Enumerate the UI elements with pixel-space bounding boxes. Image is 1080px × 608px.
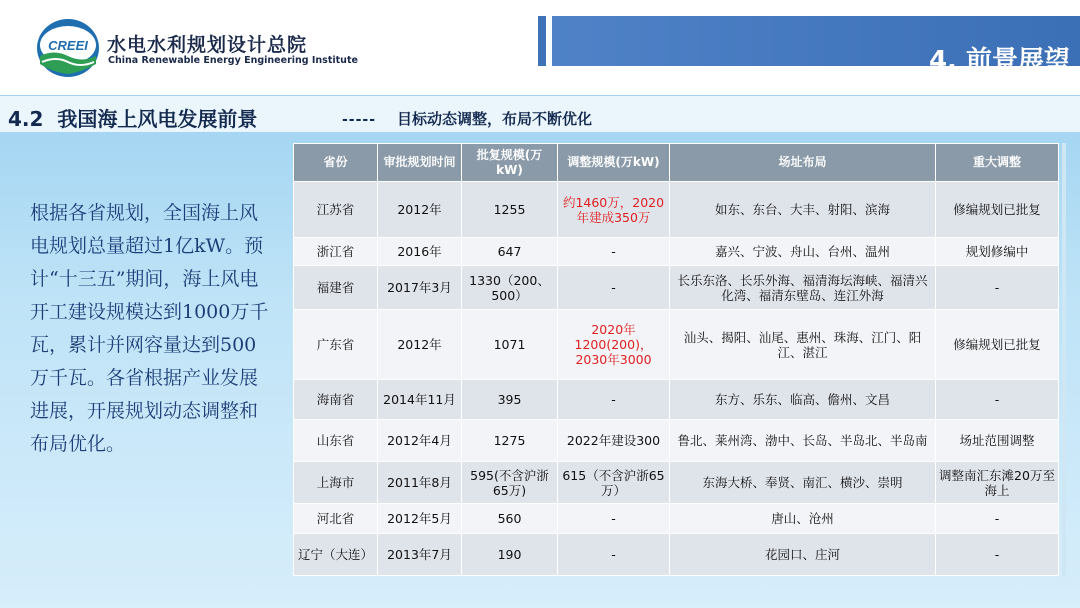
cell-time: 2013年7月 [378, 534, 462, 576]
section-bar-accent [538, 16, 546, 66]
cell-adjusted: 2022年建设300 [558, 420, 670, 462]
province-plan-table [293, 143, 1059, 576]
cell-province: 上海市 [294, 462, 378, 504]
header-adjusted-scale: 调整规模(万kW) [558, 144, 670, 182]
creei-logo [36, 18, 100, 78]
section-title: 4. 前景展望 [928, 46, 1070, 76]
cell-province: 广东省 [294, 310, 378, 380]
org-name-cn: 水电水利规划设计总院 [107, 34, 308, 56]
table-row [294, 266, 1059, 310]
cell-adjusted: - [558, 504, 670, 534]
header-approval-time: 审批规划时间 [378, 144, 462, 182]
cell-time: 2012年4月 [378, 420, 462, 462]
cell-layout: 鲁北、莱州湾、渤中、长岛、半岛北、半岛南 [670, 420, 936, 462]
cell-province: 海南省 [294, 380, 378, 420]
cell-approved: 595(不含沪浙65万) [462, 462, 558, 504]
cell-province: 福建省 [294, 266, 378, 310]
table-row [294, 420, 1059, 462]
cell-layout: 汕头、揭阳、汕尾、惠州、珠海、江门、阳江、湛江 [670, 310, 936, 380]
header-site-layout: 场址布局 [670, 144, 936, 182]
cell-major: - [936, 504, 1059, 534]
header-major-adjustment: 重大调整 [936, 144, 1059, 182]
cell-layout: 长乐东洛、长乐外海、福清海坛海峡、福清兴化湾、福清东壁岛、连江外海 [670, 266, 936, 310]
cell-time: 2012年5月 [378, 504, 462, 534]
cell-major: 修编规划已批复 [936, 310, 1059, 380]
slide-title-main: 我国海上风电发展前景 [57, 107, 258, 131]
cell-layout: 嘉兴、宁波、舟山、台州、温州 [670, 238, 936, 266]
table-row [294, 380, 1059, 420]
cell-major: 修编规划已批复 [936, 182, 1059, 238]
table-row [294, 534, 1059, 576]
cell-approved: 190 [462, 534, 558, 576]
cell-adjusted: 约1460万，2020年建成350万 [558, 182, 670, 238]
section-bar [552, 16, 1080, 76]
cell-major: 场址范围调整 [936, 420, 1059, 462]
cell-layout: 唐山、沧州 [670, 504, 936, 534]
header-approved-scale: 批复规模(万kW) [462, 144, 558, 182]
cell-time: 2016年 [378, 238, 462, 266]
cell-adjusted: 2020年1200(200)，2030年3000 [558, 310, 670, 380]
cell-approved: 1275 [462, 420, 558, 462]
table-edge-strip [1062, 143, 1066, 577]
cell-layout: 东方、乐东、临高、儋州、文昌 [670, 380, 936, 420]
cell-province: 浙江省 [294, 238, 378, 266]
table-row [294, 238, 1059, 266]
cell-major: 规划修编中 [936, 238, 1059, 266]
cell-adjusted: - [558, 534, 670, 576]
body-paragraph: 根据各省规划，全国海上风电规划总量超过1亿kW。预计“十三五”期间，海上风电开工建设规模达到1000万千瓦，累计并网容量达到500万千瓦。各省根据产业发展进展，开展规划动态调整和布局优化。 [30, 202, 269, 455]
cell-province: 辽宁（大连） [294, 534, 378, 576]
cell-layout: 东海大桥、奉贤、南汇、横沙、崇明 [670, 462, 936, 504]
cell-approved: 395 [462, 380, 558, 420]
cell-province: 江苏省 [294, 182, 378, 238]
cell-time: 2014年11月 [378, 380, 462, 420]
cell-approved: 1071 [462, 310, 558, 380]
cell-layout: 花园口、庄河 [670, 534, 936, 576]
cell-time: 2012年 [378, 182, 462, 238]
slide-title [8, 103, 257, 132]
cell-approved: 1330（200、500） [462, 266, 558, 310]
table-row [294, 182, 1059, 238]
cell-adjusted: - [558, 238, 670, 266]
cell-time: 2011年8月 [378, 462, 462, 504]
cell-approved: 647 [462, 238, 558, 266]
cell-major: - [936, 266, 1059, 310]
cell-adjusted: - [558, 380, 670, 420]
cell-time: 2017年3月 [378, 266, 462, 310]
cell-major: 调整南汇东滩20万至海上 [936, 462, 1059, 504]
cell-approved: 1255 [462, 182, 558, 238]
cell-time: 2012年 [378, 310, 462, 380]
cell-adjusted: - [558, 266, 670, 310]
cell-adjusted: 615（不含沪浙65万） [558, 462, 670, 504]
cell-major: - [936, 534, 1059, 576]
slide-title-tail: 目标动态调整，布局不断优化 [397, 110, 593, 128]
cell-layout: 如东、东台、大丰、射阳、滨海 [670, 182, 936, 238]
cell-province: 河北省 [294, 504, 378, 534]
header-province: 省份 [294, 144, 378, 182]
table-header-row [294, 144, 1059, 182]
cell-approved: 560 [462, 504, 558, 534]
table-row [294, 462, 1059, 504]
table-row [294, 310, 1059, 380]
table-row [294, 504, 1059, 534]
slide-title-number: 4.2 [8, 107, 44, 131]
org-name-en: China Renewable Energy Engineering Institute [108, 55, 358, 66]
cell-major: - [936, 380, 1059, 420]
slide-title-separator: ----- [342, 112, 377, 128]
cell-province: 山东省 [294, 420, 378, 462]
logo-text: CREEI [48, 38, 88, 53]
